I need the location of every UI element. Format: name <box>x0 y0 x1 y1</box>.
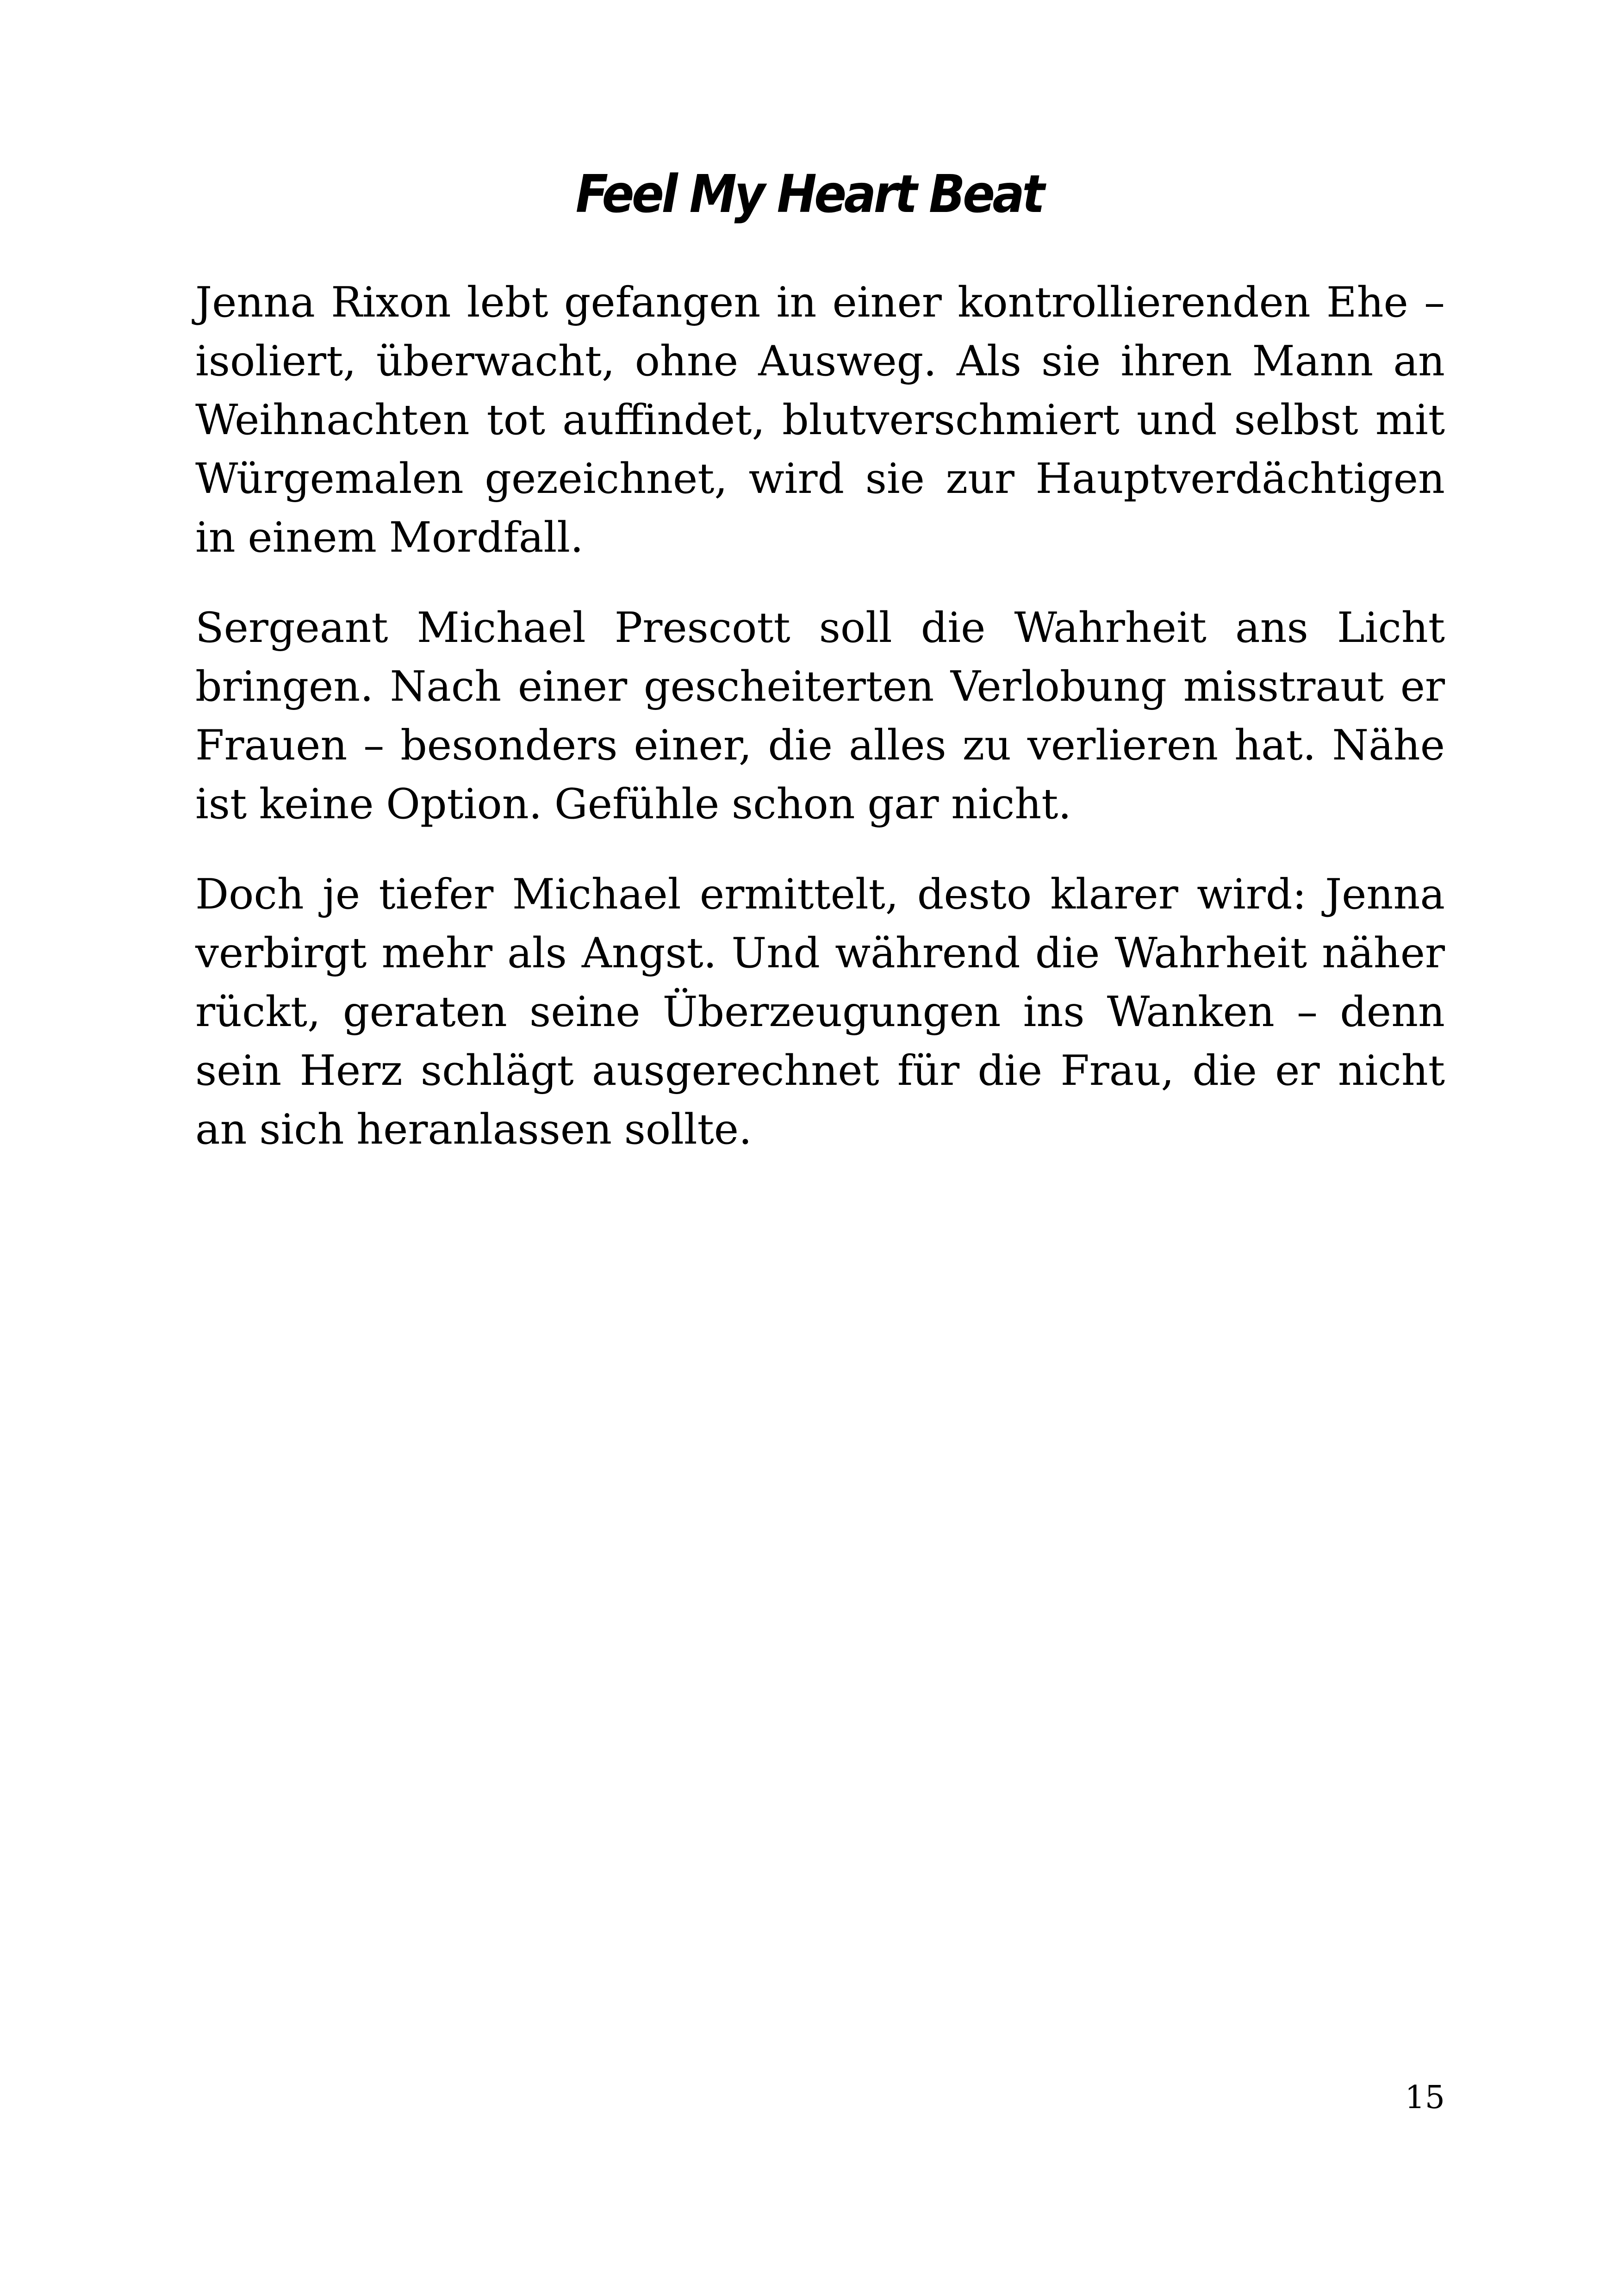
paragraph-1: Jenna Rixon lebt gefangen in einer kontrollierenden Ehe – isoliert, überwacht, ohne Ausweg. Als sie ihren Mann an Weihnachten tot auffindet, blutverschmiert und selbst mit Würgemalen gezeichnet, wird sie zur Hauptverdächtigen in einem Mordfall. <box>195 278 1445 562</box>
paragraph-2: Sergeant Michael Prescott soll die Wahrheit ans Licht bringen. Nach einer gescheiterten Verlobung misstraut er Frauen – besonders einer, die alles zu verlieren hat. Nähe ist keine Option. Gefühle schon gar nicht. <box>195 604 1445 828</box>
body-text <box>195 273 1445 1190</box>
page-number: 15 <box>1405 2079 1445 2116</box>
page-title: Feel My Heart Beat <box>575 164 1043 224</box>
paragraph-3: Doch je tiefer Michael ermittelt, desto klarer wird: Jenna verbirgt mehr als Angst. Und während die Wahrheit näher rückt, geraten seine Überzeugungen ins Wanken – denn sein Herz schlägt ausgerechnet für die Frau, die er nicht an sich heranlassen sollte. <box>195 870 1445 1154</box>
